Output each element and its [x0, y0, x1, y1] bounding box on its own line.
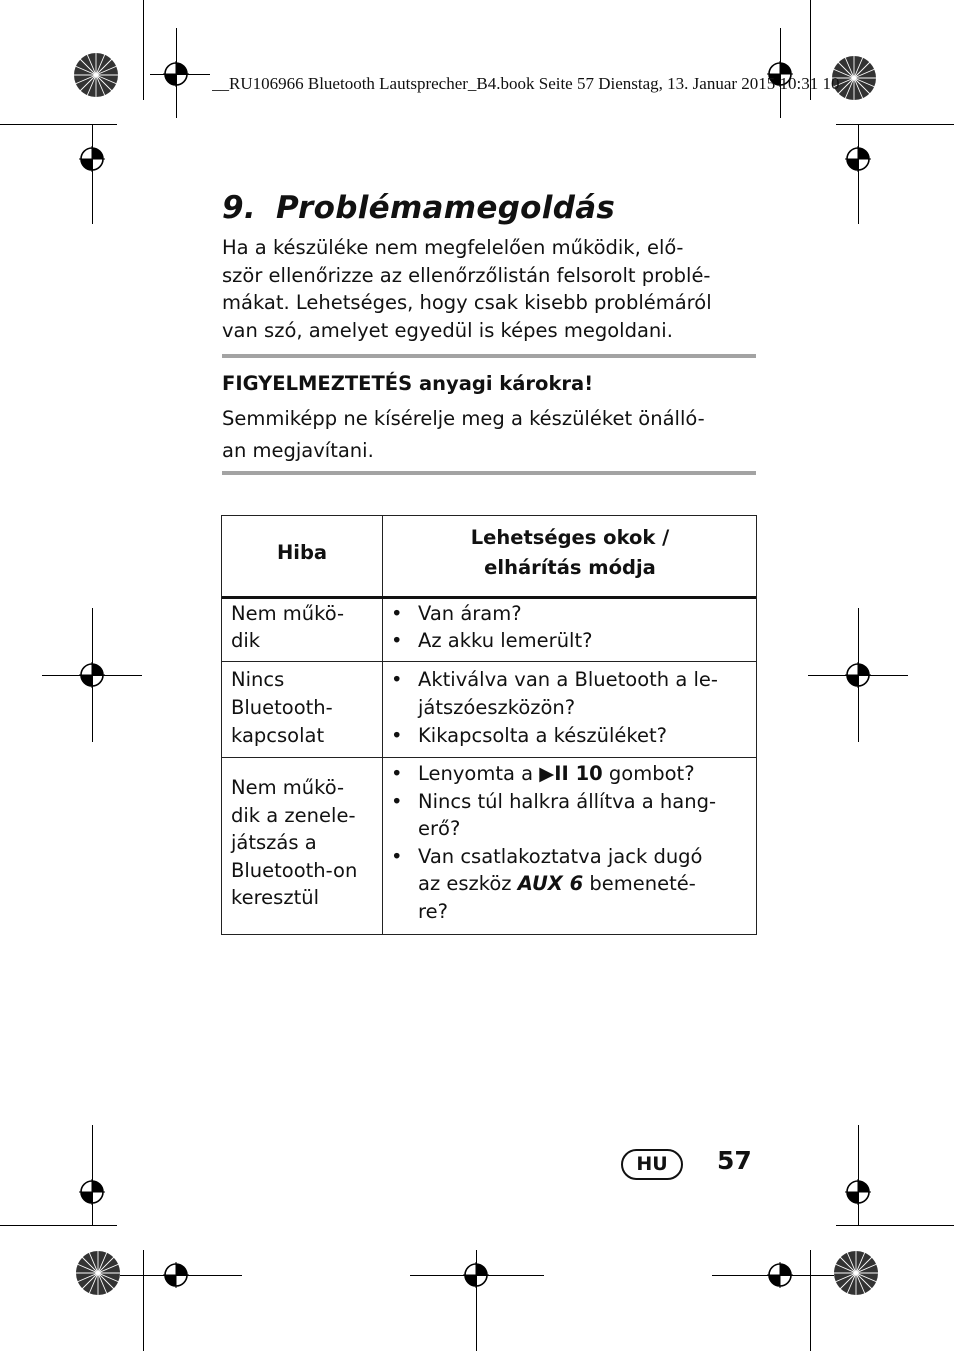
- registration-mark-icon: [767, 1262, 793, 1288]
- list-item: • Az akku lemerült?: [391, 627, 592, 655]
- row-divider: [222, 661, 756, 662]
- intro-line: mákat. Lehetséges, hogy csak kisebb problémáról: [222, 291, 712, 314]
- section-title: [222, 190, 615, 226]
- crop-line: [143, 1250, 144, 1351]
- crop-line: [810, 1250, 811, 1351]
- section-number: 9.: [222, 190, 256, 226]
- bullet-text: az eszköz: [418, 872, 518, 895]
- list-item: • Van csatlakoztatva jack dugó: [391, 843, 703, 871]
- bullet-text: bemeneté-: [583, 872, 696, 895]
- crop-line: [836, 1225, 954, 1226]
- warning-line: an megjavítani.: [222, 439, 374, 462]
- starburst-mark-icon: [75, 1250, 121, 1296]
- error-cell-line: Bluetooth-on: [231, 859, 358, 882]
- registration-mark-icon: [845, 146, 871, 172]
- header-causes-line2: elhárítás módja: [484, 556, 656, 579]
- list-item-continuation: [391, 870, 696, 898]
- registration-mark-icon: [463, 1262, 489, 1288]
- starburst-mark-icon: [833, 1250, 879, 1296]
- starburst-mark-icon: [73, 52, 119, 98]
- bullet-text: Van csatlakoztatva jack dugó: [418, 845, 703, 868]
- bullet-text: Kikapcsolta a készüléket?: [418, 724, 668, 747]
- crop-line: [858, 124, 859, 224]
- crop-line: [858, 1125, 859, 1225]
- error-cell-line: Bluetooth-: [231, 696, 333, 719]
- list-item: • Van áram?: [391, 600, 522, 628]
- intro-line: Ha a készüléke nem megfelelően működik, elő-: [222, 236, 684, 259]
- crop-line: [836, 124, 954, 125]
- divider: [222, 354, 756, 358]
- divider: [222, 471, 756, 475]
- play-pause-control-label: ▶II 10: [539, 762, 603, 785]
- warning-line: Semmiképp ne kísérelje meg a készüléket önálló-: [222, 407, 705, 430]
- list-item-continuation: [391, 694, 575, 722]
- header-error: Hiba: [276, 541, 328, 564]
- list-item-continuation: [391, 815, 460, 843]
- registration-mark-icon: [163, 1262, 189, 1288]
- error-cell-line: Nem műkö-: [231, 776, 345, 799]
- list-item-continuation: [391, 898, 448, 926]
- crop-line: [92, 1125, 93, 1225]
- list-item: • Nincs túl halkra állítva a hang-: [391, 788, 716, 816]
- language-badge: HU: [621, 1149, 683, 1180]
- aux-input-label: AUX 6: [517, 872, 584, 895]
- warning-heading: FIGYELMEZTETÉS anyagi károkra!: [222, 372, 594, 395]
- crop-line: [0, 1225, 117, 1226]
- bullet-text: erő?: [418, 817, 461, 840]
- list-item: • Kikapcsolta a készüléket?: [391, 722, 667, 750]
- registration-mark-icon: [163, 61, 189, 87]
- header-causes-line1: Lehetséges okok /: [470, 526, 670, 549]
- intro-line: ször ellenőrizze az ellenőrzőlistán felsorolt problé-: [222, 264, 711, 287]
- intro-line: van szó, amelyet egyedül is képes megoldani.: [222, 319, 673, 342]
- section-title-text: Problémamegoldás: [275, 190, 616, 226]
- bullet-text: Lenyomta a: [418, 762, 540, 785]
- error-cell-line: játszás a: [231, 831, 317, 854]
- print-slug: __RU106966 Bluetooth Lautsprecher_B4.book Seite 57 Dienstag, 13. Januar 2015 10:31 10: [212, 74, 840, 93]
- crop-line: [92, 124, 93, 224]
- crop-line: [143, 0, 144, 100]
- error-cell-line: keresztül: [231, 886, 319, 909]
- error-cell-line: Nincs: [231, 668, 285, 691]
- list-item: • Lenyomta a ▶II 10 gombot?: [391, 762, 695, 785]
- bullet-text: re?: [418, 900, 448, 923]
- bullet-text: Az akku lemerült?: [418, 629, 593, 652]
- registration-mark-icon: [79, 662, 105, 688]
- header-divider: [222, 596, 756, 599]
- registration-mark-icon: [845, 1179, 871, 1205]
- error-cell-line: Nem műkö-: [231, 602, 345, 625]
- error-cell-line: dik: [231, 629, 261, 652]
- troubleshooting-table: [221, 515, 757, 935]
- error-cell-line: kapcsolat: [231, 724, 325, 747]
- row-divider: [222, 757, 756, 758]
- crop-line: [0, 124, 117, 125]
- bullet-text: gombot?: [602, 762, 695, 785]
- registration-mark-icon: [79, 146, 105, 172]
- bullet-text: Aktiválva van a Bluetooth a le-: [418, 668, 718, 691]
- bullet-text: játszóeszközön?: [418, 696, 576, 719]
- bullet-text: Nincs túl halkra állítva a hang-: [418, 790, 717, 813]
- error-cell-line: dik a zenele-: [231, 804, 356, 827]
- registration-mark-icon: [845, 662, 871, 688]
- bullet-text: Van áram?: [418, 602, 522, 625]
- list-item: • Aktiválva van a Bluetooth a le-: [391, 666, 718, 694]
- page-number: 57: [717, 1146, 752, 1175]
- registration-mark-icon: [79, 1179, 105, 1205]
